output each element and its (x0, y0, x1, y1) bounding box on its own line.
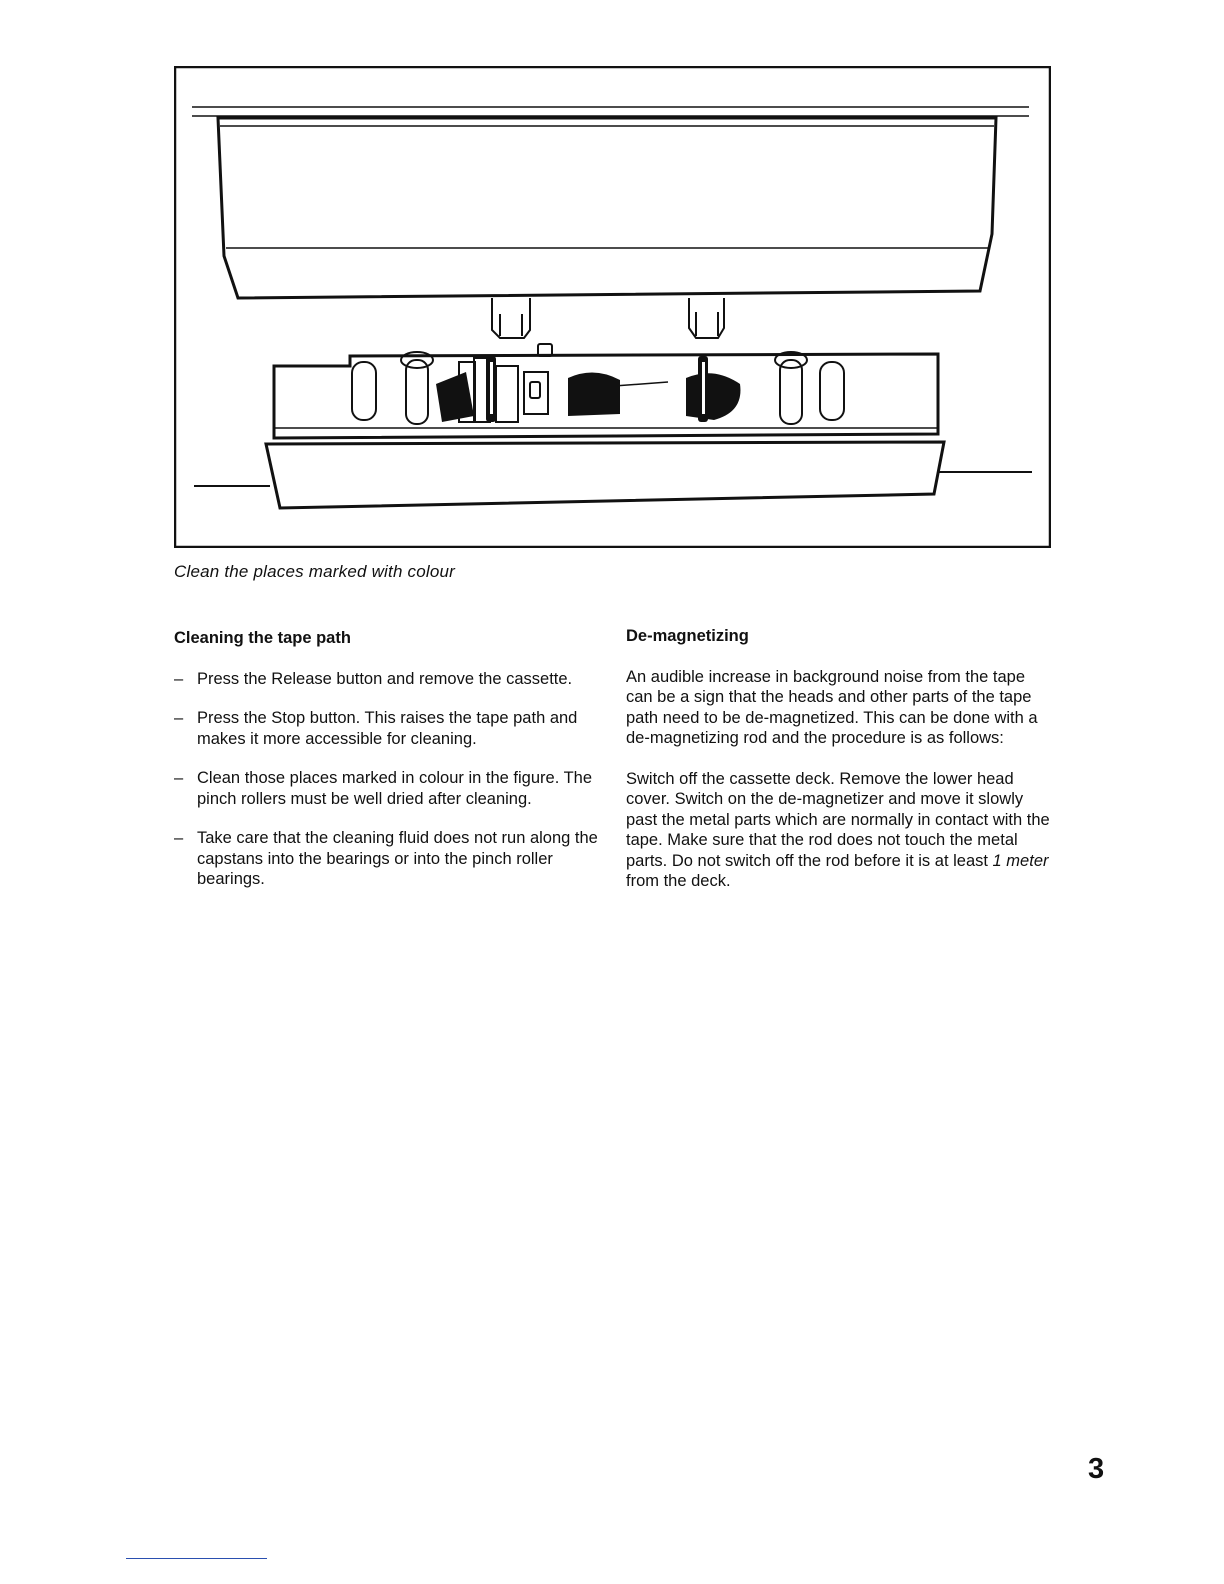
demagnetizing-procedure (626, 769, 1056, 892)
list-item-text: Take care that the cleaning fluid does not run along the capstans into the bearings or into the pinch roller bearings. (197, 829, 598, 888)
cleaning-steps (174, 669, 604, 890)
procedure-text: Switch off the cassette deck. Remove the lower head cover. Switch on the de-magnetizer and move it slowly past the metal parts which are normally in contact with the tape. Make sure that the rod does not touch the metal parts. Do not switch off the rod before it is at least (626, 769, 1050, 870)
footer-rule (126, 1558, 267, 1559)
list-item-text: Press the Stop button. This raises the tape path and makes it more accessible for cleaning. (197, 709, 578, 748)
demagnetizing-intro: An audible increase in background noise from the tape can be a sign that the heads and other parts of the tape path need to be de-magnetized. This can be done with a de-magnetizing rod and the procedure is as follows: (626, 667, 1038, 747)
dash-marker: – (174, 829, 184, 847)
list-item (174, 669, 604, 690)
cleaning-heading: Cleaning the tape path (174, 629, 351, 647)
list-item (174, 708, 604, 749)
list-item-text: Clean those places marked in colour in the figure. The pinch rollers must be well dried after cleaning. (197, 769, 593, 808)
cleaning-section (174, 628, 604, 909)
list-item-text: Press the Release button and remove the cassette. (197, 669, 573, 688)
dash-marker: – (174, 669, 184, 688)
dash-marker: – (174, 709, 184, 727)
tape-path-drawing (174, 66, 1051, 548)
tape-path-figure (174, 66, 1051, 548)
list-item (174, 828, 604, 890)
procedure-text-end: from the deck. (626, 872, 731, 890)
dash-marker: – (174, 769, 184, 787)
figure-caption: Clean the places marked with colour (174, 562, 456, 581)
page-number: 3 (1088, 1453, 1105, 1485)
list-item (174, 768, 604, 809)
demagnetizing-section (626, 626, 1056, 912)
procedure-distance: 1 meter (992, 851, 1049, 870)
demagnetizing-heading: De-magnetizing (626, 627, 749, 645)
